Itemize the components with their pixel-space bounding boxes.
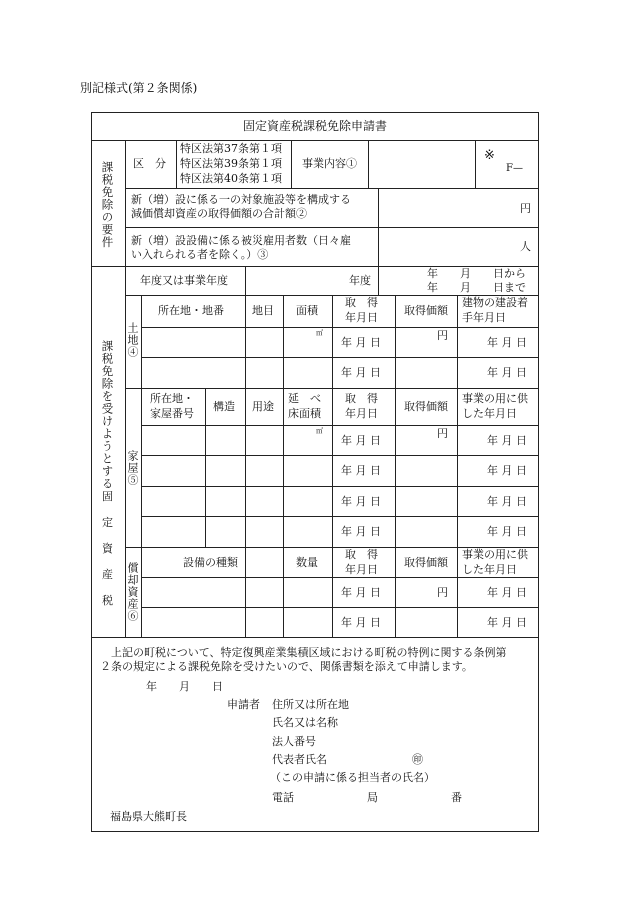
corporate-number-label: 法人番号 bbox=[272, 735, 316, 748]
house-r4-acq-date: 年 月 日 bbox=[341, 525, 381, 538]
land-r1-build-date: 年 月 日 bbox=[487, 336, 527, 349]
asset-r1-acq-date: 年 月 日 bbox=[341, 586, 381, 599]
applicant-name-label: 氏名又は名称 bbox=[272, 716, 338, 729]
contact-person-label: （この申請に係る担当者の氏名） bbox=[270, 771, 435, 784]
sec2-label: 課税免除を受けようとする bbox=[100, 340, 115, 490]
land-col-area: 面積 bbox=[296, 304, 318, 317]
row2-unit: 円 bbox=[520, 202, 531, 215]
law-40: 特区法第40条第１項 bbox=[180, 172, 282, 185]
period-from: 年 月 日から bbox=[427, 267, 526, 280]
land-col-addr: 所在地・地番 bbox=[158, 304, 224, 317]
land-col-acq1: 取 得 bbox=[345, 296, 378, 309]
asset-r2-use-date: 年 月 日 bbox=[487, 616, 527, 629]
house-col-use: 用途 bbox=[252, 400, 274, 413]
land-r2-acq-date: 年 月 日 bbox=[341, 366, 381, 379]
house-col-floor2: 床面積 bbox=[288, 407, 321, 420]
land-col-price: 取得価額 bbox=[404, 304, 448, 317]
house-yen: 円 bbox=[437, 427, 448, 440]
asset-col-qty: 数量 bbox=[296, 556, 318, 569]
form-header: 別記様式(第２条関係) bbox=[80, 81, 198, 95]
house-col-use-date2: した年月日 bbox=[462, 407, 517, 420]
asset-label: 償却資産⑥ bbox=[126, 562, 139, 622]
nendo-label: 年度又は事業年度 bbox=[140, 274, 228, 287]
land-sqm: ㎡ bbox=[316, 329, 323, 337]
land-col-chimoku: 地目 bbox=[252, 304, 274, 317]
house-col-struct: 構造 bbox=[213, 400, 235, 413]
asset-yen: 円 bbox=[437, 586, 448, 599]
declaration-line1: 上記の町税について、特定復興産業集積区域における町税の特例に関する条例第 bbox=[100, 646, 507, 659]
applicant-address-label: 住所又は所在地 bbox=[272, 698, 349, 711]
row3-unit: 人 bbox=[520, 240, 531, 253]
land-col-acq2: 年月日 bbox=[345, 311, 378, 324]
row2-line2: 減価償却資産の取得価額の合計額② bbox=[131, 207, 307, 220]
form-title: 固定資産税課税免除申請書 bbox=[242, 119, 387, 133]
land-r2-build-date: 年 月 日 bbox=[487, 366, 527, 379]
mayor-addressee: 福島県大熊町長 bbox=[110, 810, 187, 823]
asset-r1-use-date: 年 月 日 bbox=[487, 586, 527, 599]
phone-ban-label: 番 bbox=[451, 791, 462, 804]
asset-col-price: 取得価額 bbox=[404, 556, 448, 569]
land-col-build1: 建物の建設着 bbox=[462, 296, 528, 309]
jigyo-label: 事業内容① bbox=[302, 157, 357, 170]
asset-col-type: 設備の種類 bbox=[183, 556, 238, 569]
application-date: 年 月 日 bbox=[146, 680, 223, 693]
kubun-label: 区 分 bbox=[133, 157, 166, 170]
sec2-label-3: 定 bbox=[102, 516, 113, 529]
house-r4-use-date: 年 月 日 bbox=[487, 525, 527, 538]
house-col-floor1: 延 べ bbox=[288, 392, 321, 405]
asset-col-use-date1: 事業の用に供 bbox=[462, 548, 528, 561]
phone-label: 電話 bbox=[272, 791, 294, 804]
land-r1-acq-date: 年 月 日 bbox=[341, 336, 381, 349]
nendo-unit: 年度 bbox=[349, 274, 371, 287]
house-col-acq2: 年月日 bbox=[345, 407, 378, 420]
house-col-use-date1: 事業の用に供 bbox=[462, 392, 528, 405]
house-col-addr2: 家屋番号 bbox=[150, 407, 194, 420]
sec2-label-4: 資 bbox=[102, 542, 113, 555]
house-r1-acq-date: 年 月 日 bbox=[341, 434, 381, 447]
sec2-label-2: 固 bbox=[102, 490, 113, 503]
house-r3-use-date: 年 月 日 bbox=[487, 495, 527, 508]
house-sqm: ㎡ bbox=[316, 427, 323, 435]
seal-mark: ㊞ bbox=[412, 753, 423, 766]
house-r2-acq-date: 年 月 日 bbox=[341, 464, 381, 477]
row3-line1: 新（増）設設備に係る被災雇用者数（日々雇 bbox=[131, 234, 351, 247]
asset-col-acq2: 年月日 bbox=[345, 563, 378, 576]
sec2-label-5: 産 bbox=[102, 568, 113, 581]
asset-col-acq1: 取 得 bbox=[345, 548, 378, 561]
house-r3-acq-date: 年 月 日 bbox=[341, 495, 381, 508]
declaration-line2: ２条の規定による課税免除を受けたいので、関係書類を添えて申請します。 bbox=[100, 660, 473, 673]
house-col-addr1: 所在地・ bbox=[150, 392, 194, 405]
representative-label: 代表者氏名 bbox=[272, 753, 327, 766]
sec1-label: 課税免除の要件 bbox=[100, 161, 115, 249]
sec2-label-6: 税 bbox=[102, 594, 113, 607]
land-yen: 円 bbox=[437, 329, 448, 342]
law-37: 特区法第37条第１項 bbox=[180, 142, 282, 155]
asset-r2-acq-date: 年 月 日 bbox=[341, 616, 381, 629]
house-col-price: 取得価額 bbox=[404, 400, 448, 413]
phone-kyoku-label: 局 bbox=[367, 791, 378, 804]
land-label: 土地④ bbox=[126, 322, 139, 358]
asset-col-use-date2: した年月日 bbox=[462, 563, 517, 576]
code-label: F— bbox=[506, 163, 523, 174]
land-col-build2: 手年月日 bbox=[462, 311, 506, 324]
house-label: 家屋⑤ bbox=[126, 450, 139, 486]
applicant-label: 申請者 bbox=[227, 698, 260, 711]
row3-line2: い入れられる者を除く。）③ bbox=[131, 248, 269, 261]
kome-mark: ※ bbox=[484, 148, 495, 163]
row2-line1: 新（増）設に係る一の対象施設等を構成する bbox=[131, 193, 351, 206]
house-col-acq1: 取 得 bbox=[345, 392, 378, 405]
period-to: 年 月 日まで bbox=[427, 281, 526, 294]
house-r2-use-date: 年 月 日 bbox=[487, 464, 527, 477]
house-r1-use-date: 年 月 日 bbox=[487, 434, 527, 447]
law-39: 特区法第39条第１項 bbox=[180, 157, 282, 170]
